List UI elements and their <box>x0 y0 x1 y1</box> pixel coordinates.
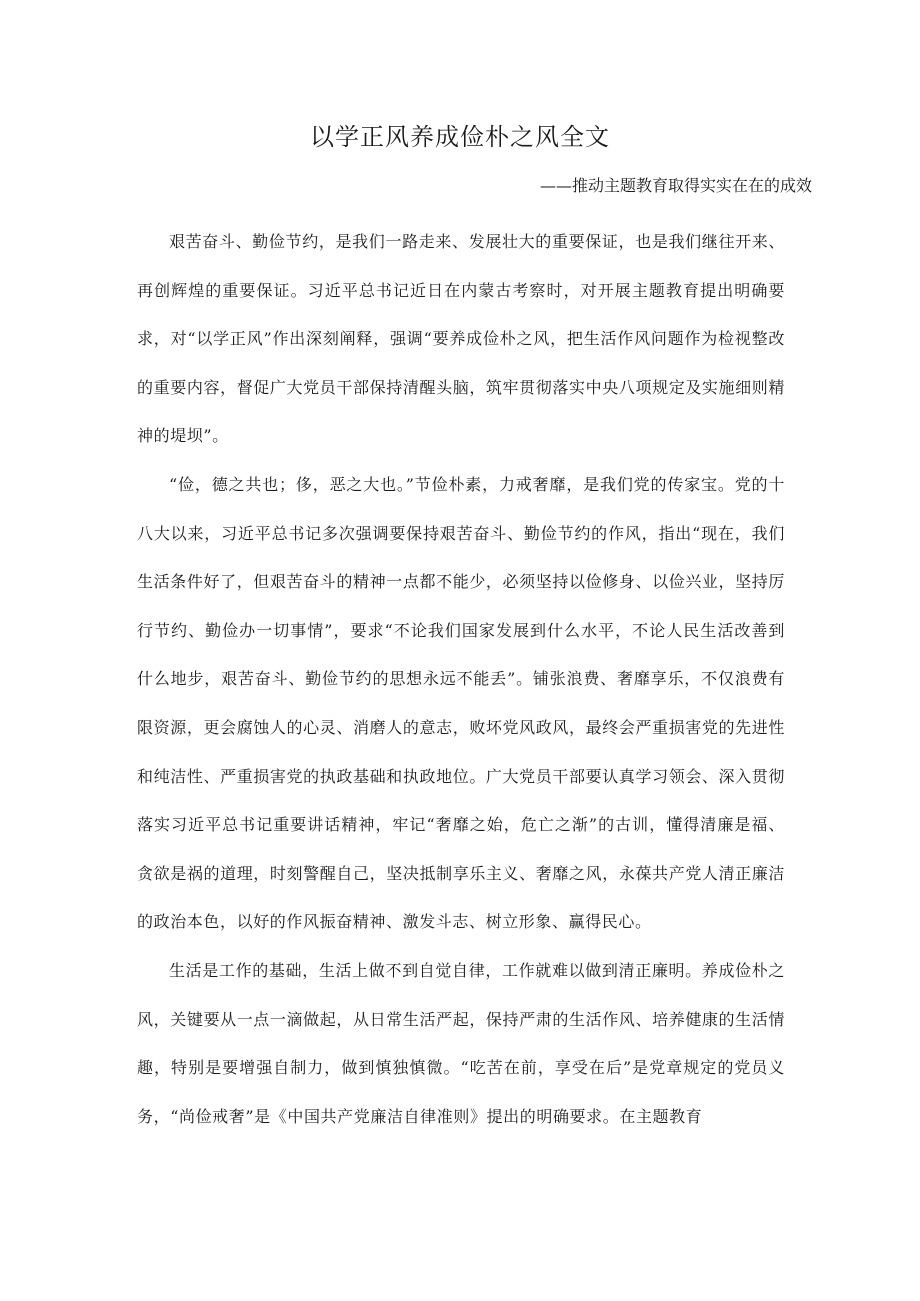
paragraph-3: 生活是工作的基础，生活上做不到自觉自律，工作就难以做到清正廉明。养成俭朴之风，关键要从一点一滴做起，从日常生活严起，保持严肃的生活作风、培养健康的生活情趣，特别是要增强自制力，做到慎独慎微。“吃苦在前，享受在后”是党章规定的党员义务，“尚俭戒奢”是《中国共产党廉洁自律准则》提出的明确要求。在主题教育 <box>137 960 785 1126</box>
paragraph-1: 艰苦奋斗、勤俭节约，是我们一路走来、发展壮大的重要保证，也是我们继往开来、再创辉煌的重要保证。习近平总书记近日在内蒙古考察时，对开展主题教育提出明确要求，对“以学正风”作出深刻阐释，强调“要养成俭朴之风，把生活作风问题作为检视整改的重要内容，督促广大党员干部保持清醒头脑，筑牢贯彻落实中央八项规定及实施细则精神的堤坝”。 <box>137 232 785 446</box>
document-subtitle: ——推动主题教育取得实实在在的成效 <box>539 176 812 195</box>
document-body <box>137 218 785 1141</box>
paragraph-2: “俭，德之共也；侈，恶之大也。”节俭朴素，力戒奢靡，是我们党的传家宝。党的十八大以来，习近平总书记多次强调要保持艰苦奋斗、勤俭节约的作风，指出“现在，我们生活条件好了，但艰苦奋斗的精神一点都不能少，必须坚持以俭修身、以俭兴业，坚持厉行节约、勤俭办一切事情”，要求“不论我们国家发展到什么水平，不论人民生活改善到什么地步，艰苦奋斗、勤俭节约的思想永远不能丢”。铺张浪费、奢靡享乐，不仅浪费有限资源，更会腐蚀人的心灵、消磨人的意志，败坏党风政风，最终会严重损害党的先进性和纯洁性、严重损害党的执政基础和执政地位。广大党员干部要认真学习领会、深入贯彻落实习近平总书记重要讲话精神，牢记“奢靡之始，危亡之渐”的古训，懂得清廉是福、贪欲是祸的道理，时刻警醒自己，坚决抵制享乐主义、奢靡之风，永葆共产党人清正廉洁的政治本色，以好的作风振奋精神、激发斗志、树立形象、赢得民心。 <box>137 474 785 932</box>
document-title: 以学正风养成俭朴之风全文 <box>310 123 610 151</box>
